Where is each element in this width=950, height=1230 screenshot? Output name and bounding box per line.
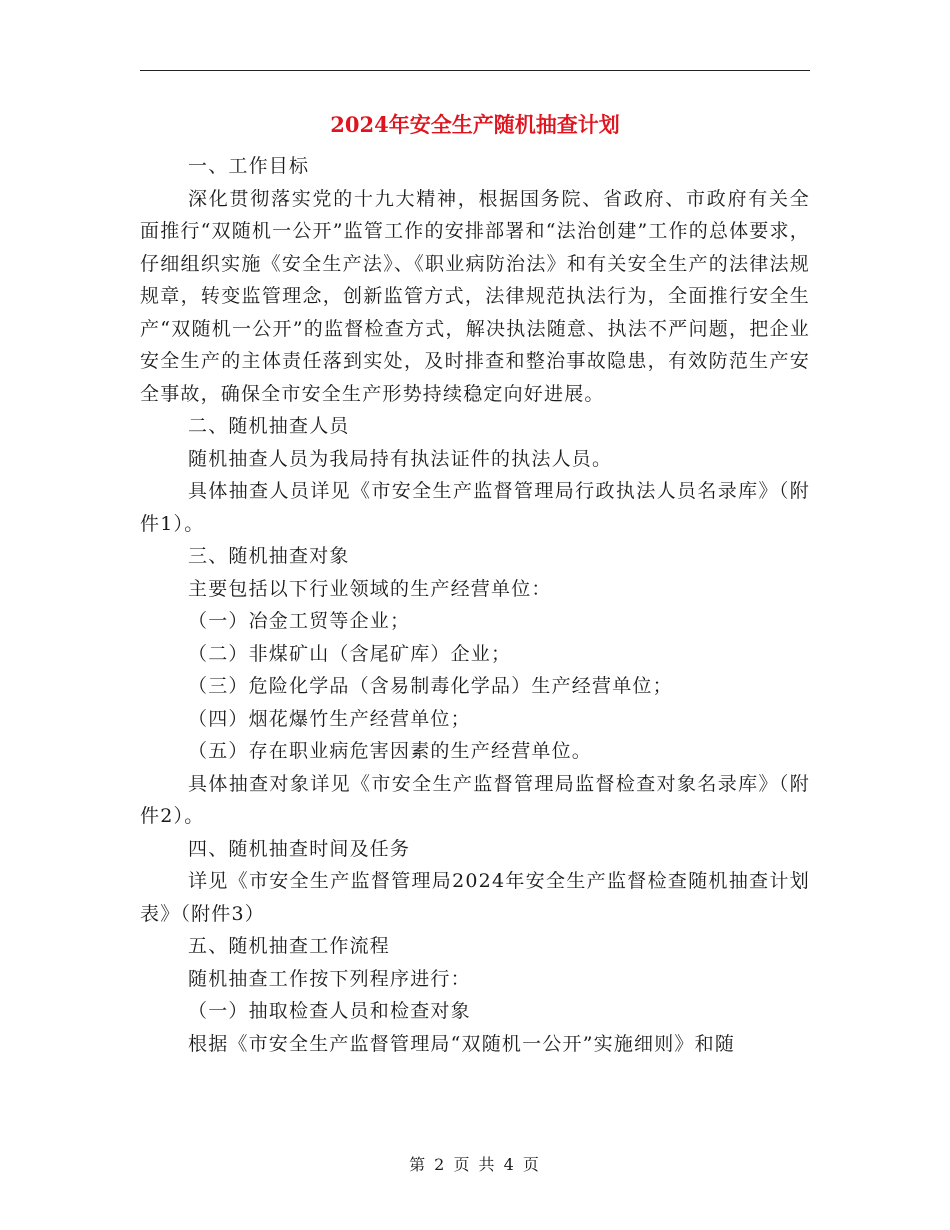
document-title: 2024年安全生产随机抽查计划 bbox=[330, 112, 620, 137]
paragraph-personnel-detail: 具体抽查人员详见《市安全生产监督管理局行政执法人员名录库》（附件1）。 bbox=[140, 480, 810, 535]
document-body bbox=[140, 150, 810, 1060]
paragraph-goals: 深化贯彻落实党的十九大精神，根据国务院、省政府、市政府有关全面推行“双随机一公开”监管工作的安排部署和“法治创建”工作的总体要求，仔细组织实施《安全生产法》、《职业病防治法》和有关安全生产的法律法规规章，转变监管理念，创新监管方式，法律规范执法行为，全面推行安全生产“双随机一公开”的监督检查方式，解决执法随意、执法不严问题，把企业安全生产的主体责任落到实处，及时排查和整治事故隐患，有效防范生产安全事故，确保全市安全生产形势持续稳定向好进展。 bbox=[140, 187, 810, 405]
paragraph-schedule: 详见《市安全生产监督管理局2024年安全生产监督检查随机抽查计划表》（附件3） bbox=[140, 870, 810, 925]
subsection-heading-selection: （一）抽取检查人员和检查对象 bbox=[188, 1000, 471, 1022]
paragraph-personnel: 随机抽查人员为我局持有执法证件的执法人员。 bbox=[188, 447, 613, 470]
list-item: （三）危险化学品（含易制毒化学品）生产经营单位； bbox=[188, 675, 673, 697]
section-heading-schedule: 四、随机抽查时间及任务 bbox=[188, 837, 411, 860]
header-rule bbox=[140, 70, 810, 71]
paragraph-targets-intro: 主要包括以下行业领域的生产经营单位： bbox=[188, 577, 552, 600]
list-item: （五）存在职业病危害因素的生产经营单位。 bbox=[188, 740, 593, 762]
paragraph-selection: 根据《市安全生产监督管理局“双随机一公开”实施细则》和随 bbox=[188, 1032, 736, 1055]
section-heading-goals: 一、工作目标 bbox=[188, 155, 310, 177]
section-heading-targets: 三、随机抽查对象 bbox=[188, 545, 350, 567]
list-item: （二）非煤矿山（含尾矿库）企业； bbox=[188, 642, 512, 665]
section-heading-process: 五、随机抽查工作流程 bbox=[188, 935, 391, 957]
page-number: 第 2 页 共 4 页 bbox=[409, 1155, 541, 1174]
section-heading-personnel: 二、随机抽查人员 bbox=[188, 415, 350, 437]
paragraph-targets-detail: 具体抽查对象详见《市安全生产监督管理局监督检查对象名录库》（附件2）。 bbox=[140, 772, 810, 827]
list-item: （一）冶金工贸等企业； bbox=[188, 610, 411, 632]
paragraph-process-intro: 随机抽查工作按下列程序进行： bbox=[188, 967, 471, 990]
list-item: （四）烟花爆竹生产经营单位； bbox=[188, 707, 471, 730]
